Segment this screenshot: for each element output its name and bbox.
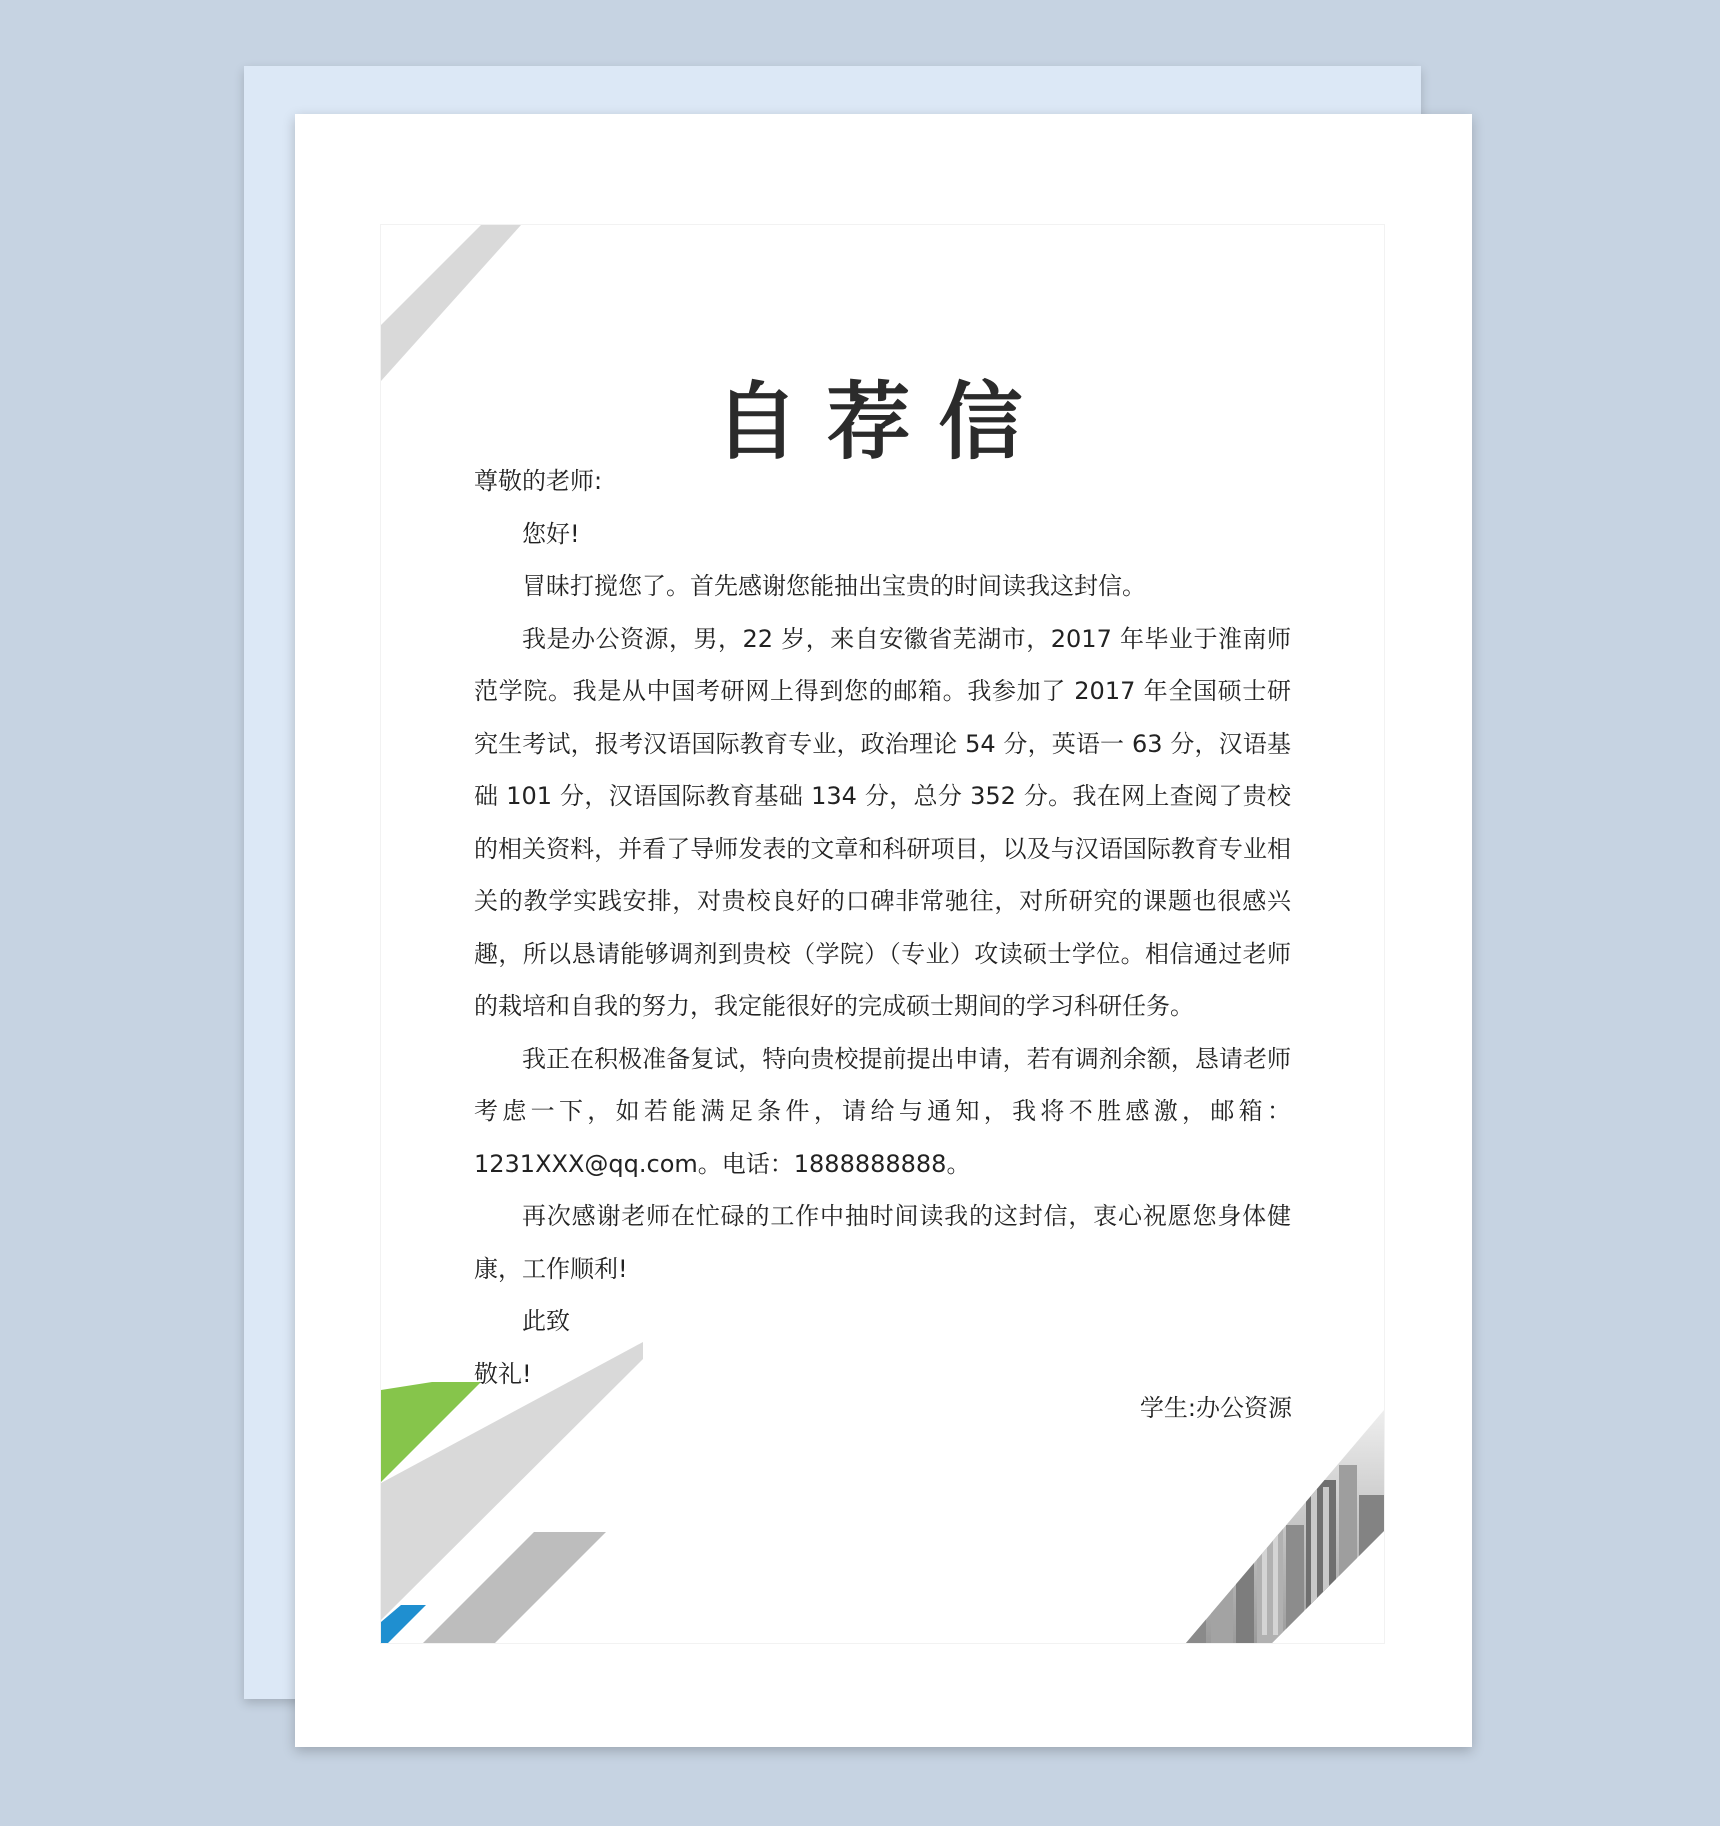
- paragraph: 冒昧打搅您了。首先感谢您能抽出宝贵的时间读我这封信。: [522, 572, 1146, 600]
- closing-line: 此致: [522, 1307, 570, 1335]
- letter-frame: [380, 224, 1385, 1644]
- paragraph: 我是办公资源，男，22 岁，来自安徽省芜湖市，2017 年毕业于淮南师范学院。我是从中国考研网上得到您的邮箱。我参加了 2017 年全国硕士研究生考试，报考汉语国际教育专业，政治理论 54 分，英语一 63 分，汉语基础 101 分，汉语国际教育基础 134 分，总分 352 分。我在网上查阅了贵校的相关资料，并看了导师发表的文章和科研项目，以及与汉语国际教育专业相关的教学实践安排，对贵校良好的口碑非常驰往，对所研究的课题也很感兴趣，所以恳请能够调剂到贵校（学院）（专业）攻读硕士学位。相信通过老师的栽培和自我的努力，我定能很好的完成硕士期间的学习科研任务。: [474, 624, 1291, 1020]
- salutation: 尊敬的老师:: [474, 467, 603, 495]
- paragraph: 再次感谢老师在忙碌的工作中抽时间读我的这封信，衷心祝愿您身体健康，工作顺利!: [474, 1202, 1291, 1283]
- letter-sheet: [295, 114, 1472, 1747]
- closing-salute: 敬礼!: [474, 1359, 532, 1388]
- letter-body: [474, 455, 1291, 1400]
- paragraph: 我正在积极准备复试，特向贵校提前提出申请，若有调剂余额，恳请老师考虑一下，如若能满足条件，请给与通知，我将不胜感激，邮箱：1231XXX@qq.com。电话：1888888888。: [474, 1044, 1291, 1178]
- city-skyline-image: [1171, 1405, 1384, 1643]
- signature: 学生:办公资源: [1139, 1394, 1292, 1422]
- greeting: 您好!: [522, 519, 580, 548]
- letter-title: 自荐信: [714, 372, 1051, 471]
